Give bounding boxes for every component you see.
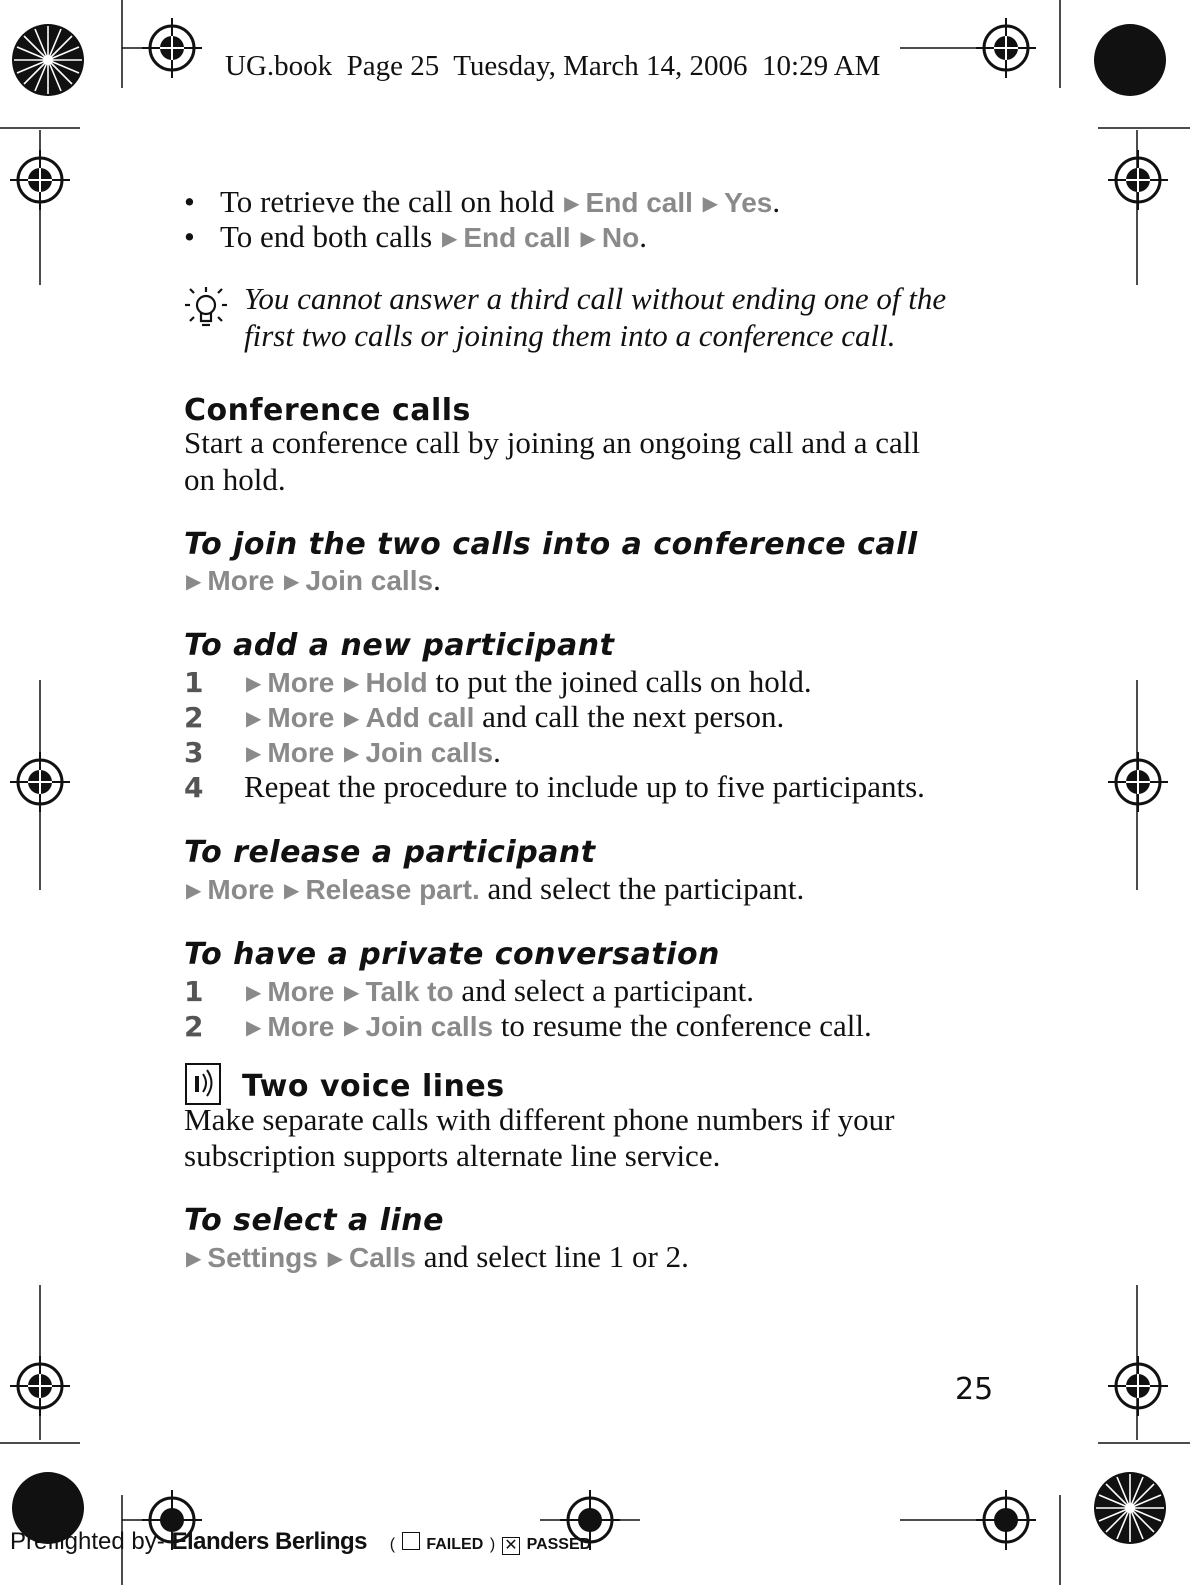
registration-mark-icon (976, 1490, 1036, 1550)
section-title-select-line: To select a line (184, 1203, 445, 1238)
section-title-release: To release a participant (184, 835, 596, 870)
registration-mark-icon (1108, 150, 1168, 210)
starburst-icon (1090, 1468, 1170, 1548)
menu-join-calls: Join calls (305, 565, 434, 596)
private-step-1: 1 ▶ More ▶ Talk to and select a participant. (184, 973, 754, 1008)
tip-text-line2: first two calls or joining them into a conference call. (244, 318, 896, 353)
voice-text-line1: Make separate calls with different phone numbers if your (184, 1102, 895, 1137)
menu-end-call: End call (463, 222, 571, 253)
section-title-join: To join the two calls into a conference call (184, 527, 918, 562)
bullet-end-calls: • To end both calls ▶ End call ▶ No. (184, 219, 647, 254)
section-title-conference: Conference calls (184, 393, 471, 428)
page-number: 25 (955, 1372, 994, 1407)
registration-mark-icon (976, 18, 1036, 78)
menu-yes: Yes (724, 187, 773, 218)
release-instruction: ▶ More ▶ Release part. and select the participant. (186, 871, 805, 906)
solid-disc-icon (1090, 20, 1170, 100)
bullet-retrieve-call: • To retrieve the call on hold ▶ End call ▶ Yes. (184, 184, 781, 219)
section-title-voice-lines: Two voice lines (242, 1069, 505, 1104)
join-instruction: ▶ More ▶ Join calls. (186, 562, 441, 597)
section-title-add: To add a new participant (184, 628, 615, 663)
tip-text-line1: You cannot answer a third call without ending one of the (244, 281, 947, 316)
add-step-3: 3 ▶ More ▶ Join calls. (184, 734, 501, 769)
add-step-1: 1 ▶ More ▶ Hold to put the joined calls on hold. (184, 664, 812, 699)
registration-mark-icon (10, 1356, 70, 1416)
add-step-2: 2 ▶ More ▶ Add call and call the next person. (184, 699, 785, 734)
menu-more: More (207, 565, 275, 596)
registration-mark-icon (10, 150, 70, 210)
registration-mark-icon (1108, 1356, 1168, 1416)
failed-label: FAILED (426, 1536, 484, 1553)
failed-checkbox (402, 1532, 420, 1550)
brand-name: Elanders Berlings (171, 1528, 368, 1555)
registration-mark-icon (142, 18, 202, 78)
preflighted-label: Preflighted by (10, 1528, 157, 1555)
section-title-private: To have a private conversation (184, 937, 720, 972)
registration-mark-icon (10, 752, 70, 812)
select-line-instruction: ▶ Settings ▶ Calls and select line 1 or 2. (186, 1239, 689, 1274)
voice-lines-icon (184, 1062, 222, 1106)
registration-mark-icon (1108, 752, 1168, 812)
passed-label: PASSED (526, 1536, 592, 1553)
preflight-stamp: Preflighted by- Elanders Berlings ( FAILED ) ✕ PASSED (10, 1528, 592, 1555)
starburst-icon (8, 20, 88, 100)
add-step-4: 4 Repeat the procedure to include up to five participants. (184, 769, 925, 804)
page-header: UG.book Page 25 Tuesday, March 14, 2006 10:29 AM (225, 50, 881, 82)
lightbulb-icon (184, 285, 228, 333)
passed-checkbox: ✕ (502, 1537, 520, 1555)
menu-no: No (601, 222, 640, 253)
menu-end-call: End call (585, 187, 693, 218)
private-step-2: 2 ▶ More ▶ Join calls to resume the conference call. (184, 1008, 872, 1043)
conference-text-line2: on hold. (184, 462, 286, 497)
voice-text-line2: subscription supports alternate line service. (184, 1138, 721, 1173)
conference-text-line1: Start a conference call by joining an ongoing call and a call (184, 425, 920, 460)
